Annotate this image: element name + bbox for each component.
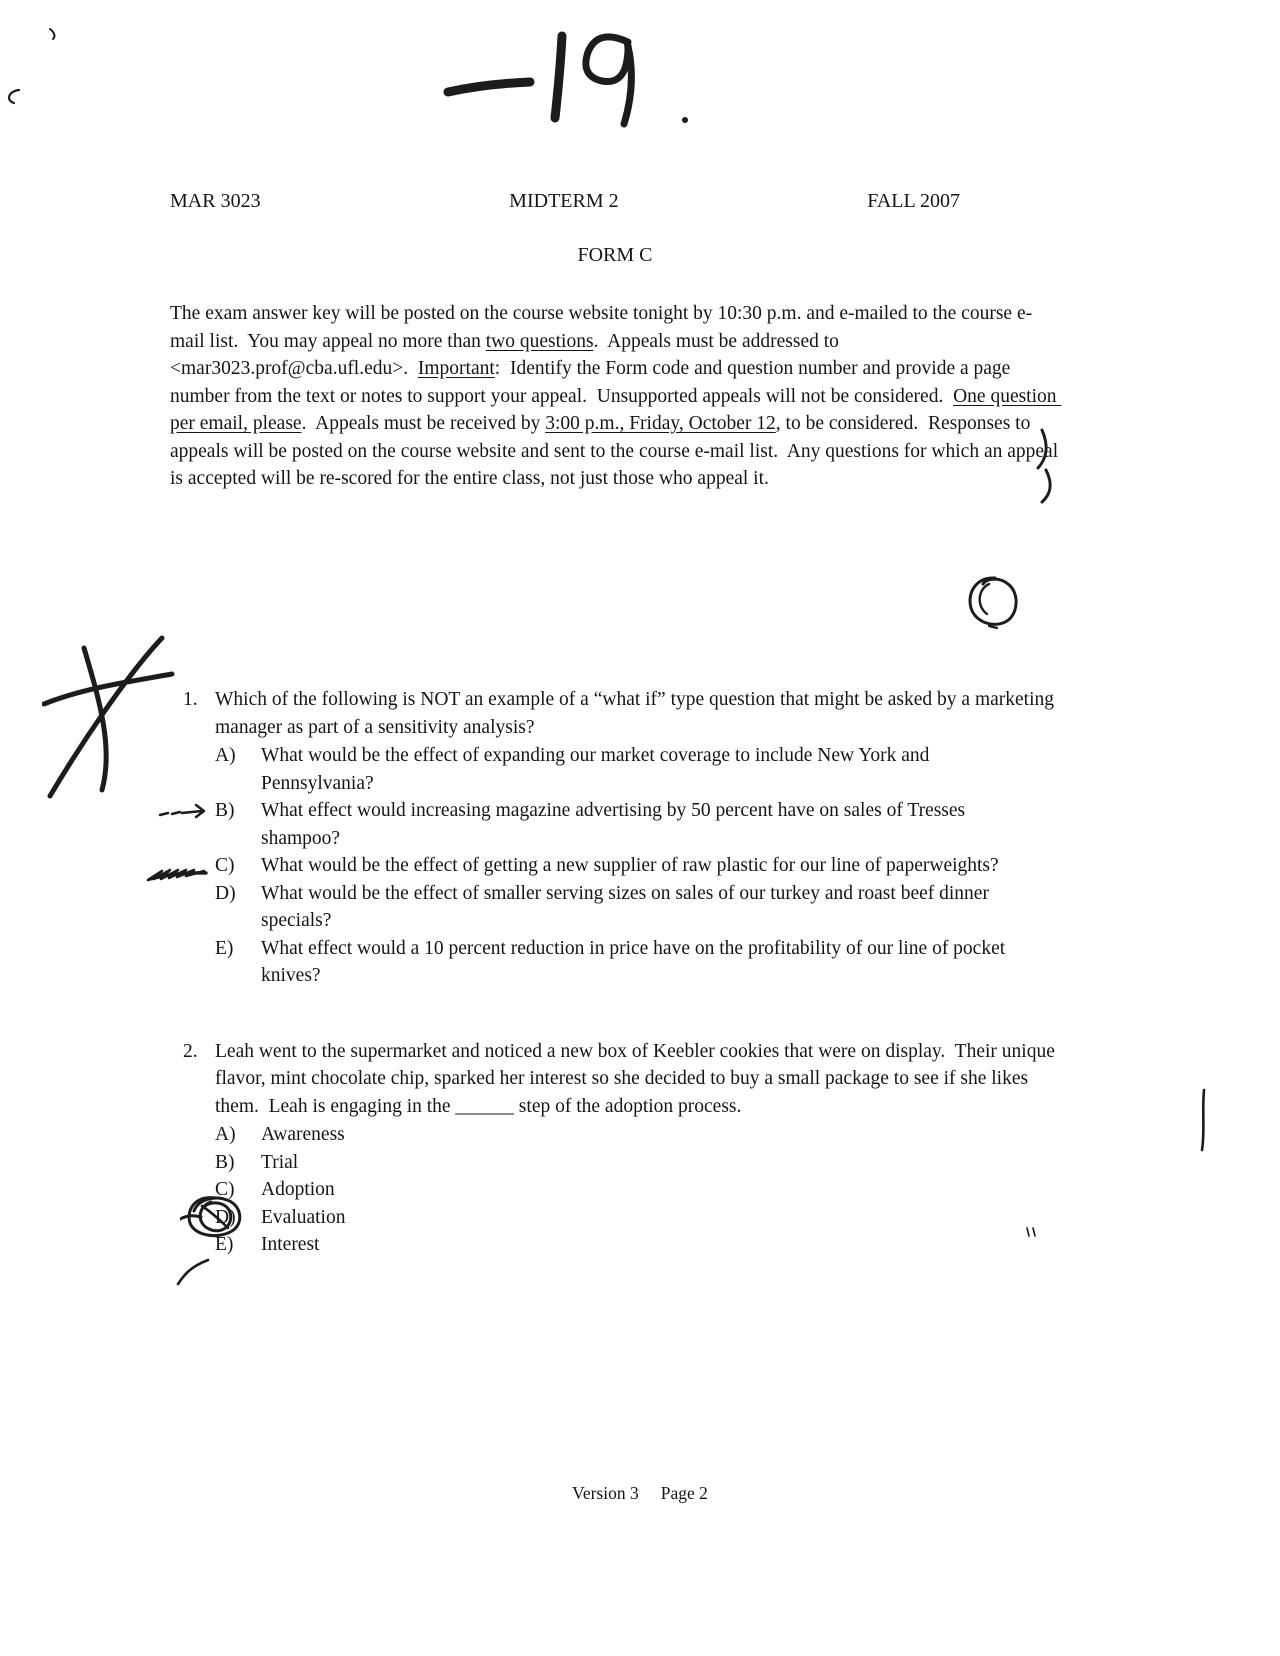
page-footer (0, 1483, 1280, 1504)
instructions-segment: . Appeals must be received by (301, 413, 546, 434)
option-text: Trial (261, 1151, 299, 1173)
instructions-segment-underlined: 3:00 p.m., Friday, October 12 (545, 413, 776, 434)
option-row (215, 1121, 1055, 1149)
question-number: 1. (183, 689, 198, 710)
handwritten-scribble-option-c (146, 862, 210, 888)
option-row (215, 1149, 1055, 1177)
options-list (215, 1121, 1055, 1259)
exam-header (170, 190, 960, 213)
question-text: Leah went to the supermarket and noticed a new box of Keebler cookies that were on display. Their unique flavor, mint chocolate chip, sparked her interest so she decided to buy a small package to see if she likes them. Leah is engaging in the ______ step of the adoption process. (215, 1040, 1060, 1117)
option-row (215, 880, 1055, 935)
option-letter: C) (215, 1179, 235, 1200)
option-letter: E) (215, 1234, 234, 1255)
stray-ink-mark (2, 86, 24, 108)
handwritten-circle-option-b (180, 1192, 252, 1242)
question-text: Which of the following is NOT an example of a “what if” type question that might be asked by a marketing manager as part of a sensitivity analysis? (215, 689, 1059, 738)
option-row (215, 1231, 1055, 1259)
handwritten-x-mark (42, 630, 192, 802)
instructions-segment: . Appeals must be addressed to <mar3023.prof@cba.ufl.edu>. (170, 330, 844, 379)
option-text: What effect would increasing magazine advertising by 50 percent have on sales of Tresses shampoo? (261, 800, 966, 849)
option-letter: B) (215, 1151, 235, 1173)
option-letter: C) (215, 855, 235, 876)
stray-ink-mark (1196, 1088, 1212, 1152)
instructions-segment-underlined: One question per email, please (170, 385, 1062, 434)
instructions-segment: , to be considered. Responses to appeals will be posted on the course website and sent to the course e-mail list. Any questions for which an appeal is accepted will be re-scored for the entire class, not just those who appeal it. (170, 413, 1063, 489)
option-text: Evaluation (261, 1206, 346, 1228)
option-letter: D) (215, 882, 236, 904)
instructions-segment: The exam answer key will be posted on the course website tonight by 10:30 p.m. and e-mailed to the course e-mail list. You may appeal no more than (170, 303, 1033, 352)
exam-term: FALL 2007 (867, 190, 960, 212)
option-letter: A) (215, 745, 236, 766)
handwritten-curve-option-d (176, 1258, 214, 1286)
option-letter: D) (215, 1206, 236, 1228)
option-letter: B) (215, 800, 235, 821)
instructions-segment: : Identify the Form code and question number and provide a page number from the text or notes to support your appeal. Unsupported appeals will not be considered. (170, 358, 1016, 407)
question-number: 2. (183, 1040, 198, 1062)
instructions-segment-underlined: Important (417, 358, 495, 379)
option-text: What effect would a 10 percent reduction in price have on the profitability of our line of pocket knives? (261, 937, 1006, 986)
option-text: What would be the effect of smaller serving sizes on sales of our turkey and roast beef dinner specials? (261, 882, 989, 931)
stray-ink-mark (46, 26, 62, 42)
footer-version: Version 3 (572, 1483, 639, 1503)
option-text: What would be the effect of getting a new supplier of raw plastic for our line of paperweights? (261, 855, 999, 876)
option-text: What would be the effect of expanding our market coverage to include New York and Pennsylvania? (261, 745, 930, 794)
handwritten-score-mark (430, 18, 700, 130)
handwritten-arrow-option-b (158, 801, 214, 825)
option-row (215, 1204, 1055, 1232)
question-1 (183, 686, 1083, 990)
option-row (215, 742, 1055, 797)
option-row (215, 852, 1055, 880)
options-list (215, 742, 1055, 990)
option-letter: A) (215, 1124, 236, 1145)
form-code: FORM C (577, 244, 653, 266)
stray-ink-mark (1024, 1226, 1038, 1240)
option-row (215, 1176, 1055, 1204)
question-2 (183, 1038, 1083, 1259)
option-row (215, 797, 1055, 852)
option-row (215, 935, 1055, 990)
instructions-segment-underlined: two questions (485, 330, 594, 352)
option-text: Awareness (261, 1124, 345, 1145)
option-letter: E) (215, 937, 234, 959)
footer-page-number: Page 2 (660, 1483, 708, 1503)
option-text: Adoption (261, 1179, 335, 1200)
stray-ink-mark (1012, 428, 1058, 506)
question-list (183, 686, 1083, 1259)
course-code: MAR 3023 (170, 190, 261, 212)
instructions-paragraph (170, 300, 1065, 493)
handwritten-circle-doodle (963, 572, 1025, 634)
exam-title: MIDTERM 2 (509, 190, 619, 212)
option-text: Interest (261, 1234, 320, 1255)
